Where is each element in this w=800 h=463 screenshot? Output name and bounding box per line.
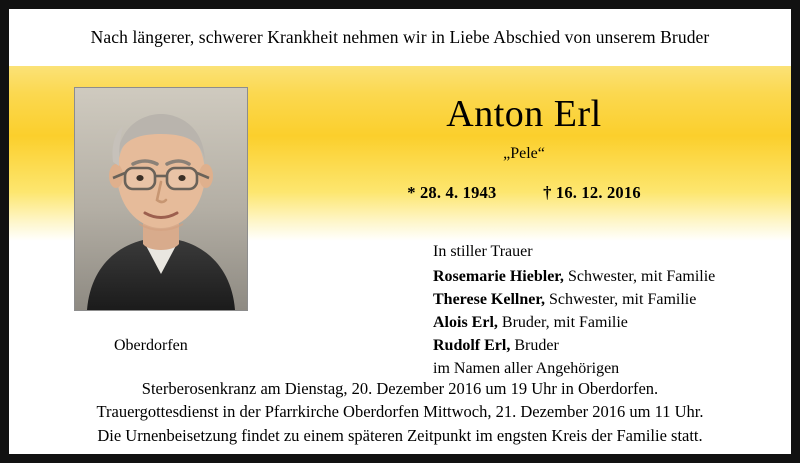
town-label: Oberdorfen	[114, 337, 188, 354]
mourner-entry	[433, 335, 783, 358]
service-line: Trauergottesdienst in der Pfarrkirche Oberdorfen Mittwoch, 21. Dezember 2016 um 11 Uhr.	[96, 402, 704, 422]
mourner-name: Therese Kellner,	[433, 290, 545, 308]
mourner-relation: Schwester, mit Familie	[544, 290, 697, 308]
service-line: Sterberosenkranz am Dienstag, 20. Dezember 2016 um 19 Uhr in Oberdorfen.	[141, 379, 659, 398]
mourning-closing: im Namen aller Angehörigen	[433, 360, 620, 378]
mourner-name: Alois Erl,	[433, 313, 498, 331]
birth-date: * 28. 4. 1943	[407, 182, 497, 202]
mourners-block	[433, 241, 783, 381]
mourning-lead: In stiller Trauer	[433, 243, 533, 260]
life-dates	[269, 183, 779, 203]
deceased-name: Anton Erl	[446, 93, 602, 135]
portrait-illustration	[75, 88, 247, 310]
service-details	[9, 377, 791, 447]
mourner-relation: Bruder	[510, 336, 559, 354]
mourner-relation: Schwester, mit Familie	[563, 267, 716, 285]
death-date: † 16. 12. 2016	[543, 182, 641, 202]
intro-text: Nach längerer, schwerer Krankheit nehmen wir in Liebe Abschied von unserem Bruder	[90, 27, 710, 47]
mourner-entry	[433, 312, 783, 335]
service-line: Die Urnenbeisetzung findet zu einem späteren Zeitpunkt im engsten Kreis der Familie statt.	[97, 425, 703, 445]
mourner-relation: Bruder, mit Familie	[497, 313, 628, 331]
nickname: „Pele“	[503, 144, 545, 162]
mourner-entry	[433, 266, 783, 289]
name-block	[269, 95, 779, 203]
portrait-photo	[74, 87, 248, 311]
intro-band	[9, 9, 791, 66]
mourner-entry	[433, 289, 783, 312]
mourner-name: Rudolf Erl,	[433, 336, 511, 354]
mourner-name: Rosemarie Hiebler,	[433, 267, 564, 285]
